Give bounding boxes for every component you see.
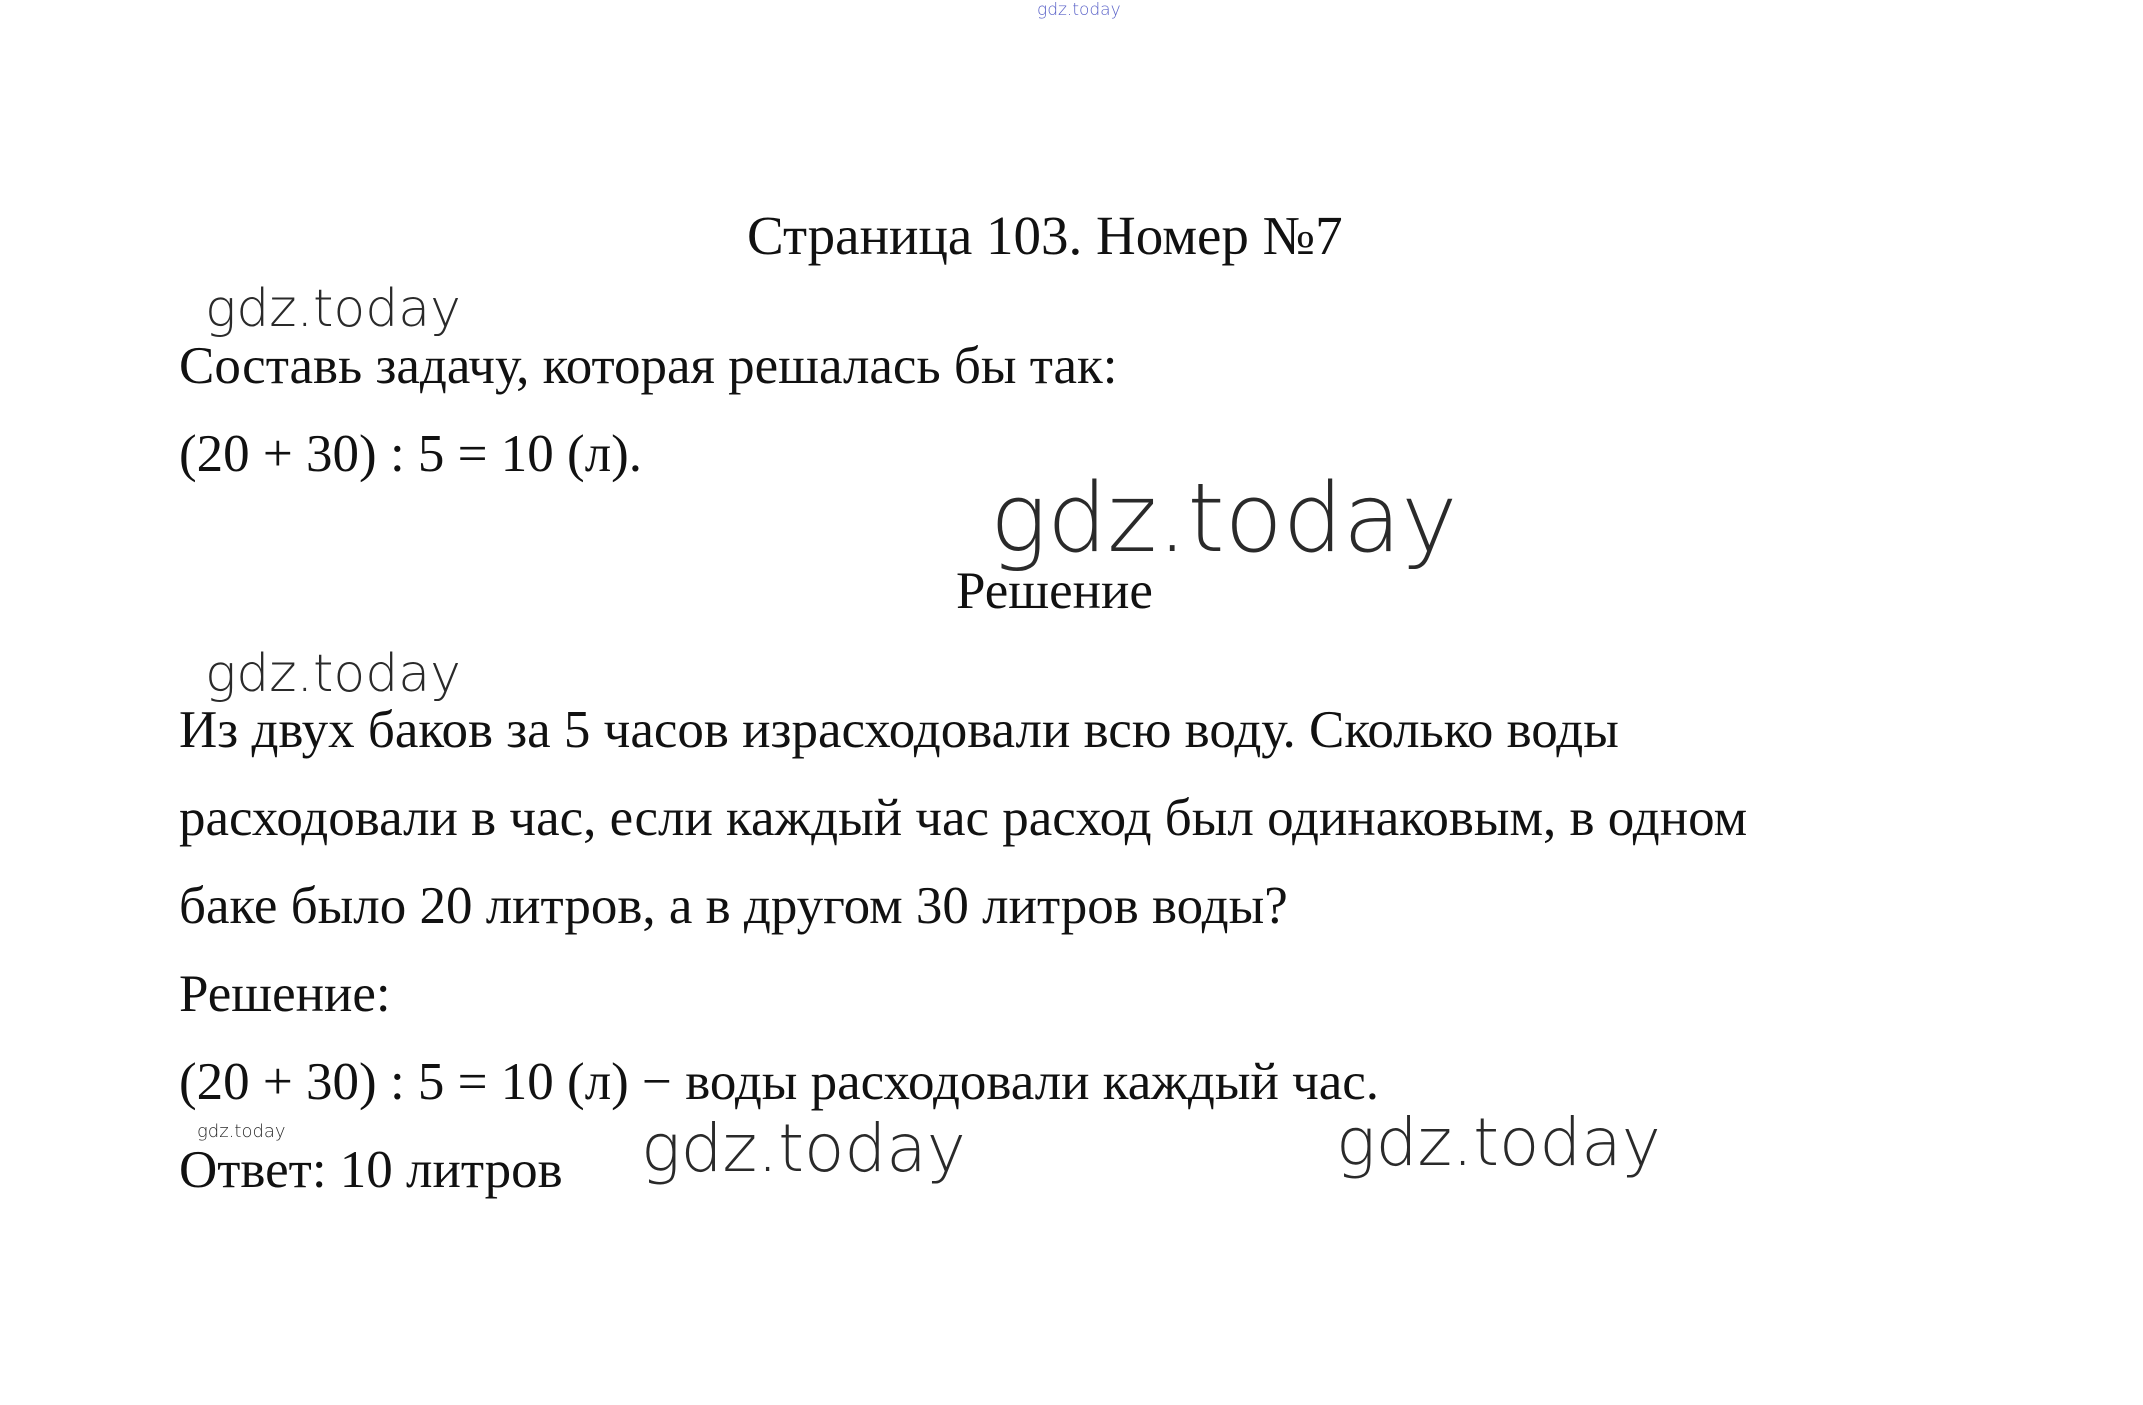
problem-line-3: баке было 20 литров, а в другом 30 литров воды? (179, 877, 1288, 935)
watermark-bottom-right: gdz.today (1336, 1104, 1661, 1181)
watermark-tiny: gdz.today (197, 1121, 286, 1142)
solution-label: Решение: (179, 965, 391, 1023)
watermark-left-2: gdz.today (205, 644, 461, 704)
watermark-bottom-middle: gdz.today (641, 1110, 966, 1187)
solution-heading: Решение (956, 562, 1153, 620)
task-expression: (20 + 30) : 5 = 10 (л). (179, 425, 643, 483)
watermark-center: gdz.today (990, 464, 1458, 574)
page-heading: Страница 103. Номер №7 (747, 205, 1343, 266)
problem-line-2: расходовали в час, если каждый час расход был одинаковым, в одном (179, 789, 1748, 847)
watermark-top: gdz.today (1037, 0, 1121, 20)
solution-expression: (20 + 30) : 5 = 10 (л) − воды расходовали каждый час. (179, 1053, 1380, 1111)
answer-line: Ответ: 10 литров (179, 1141, 563, 1199)
task-statement: Составь задачу, которая решалась бы так: (179, 337, 1118, 395)
problem-line-1: Из двух баков за 5 часов израсходовали всю воду. Сколько воды (179, 701, 1619, 759)
watermark-left-1: gdz.today (205, 279, 461, 339)
